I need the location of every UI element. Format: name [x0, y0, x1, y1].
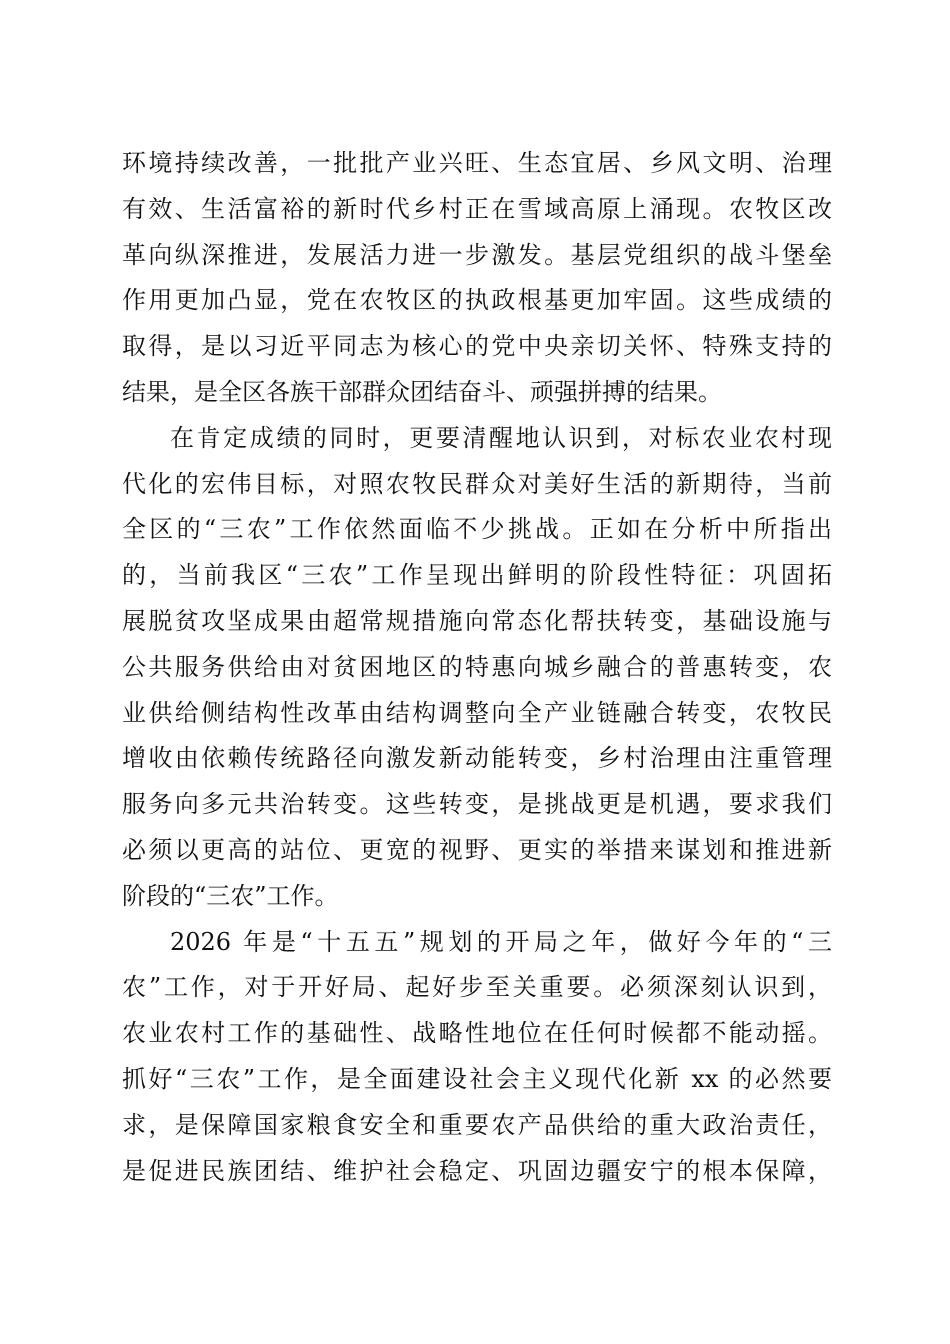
text-line: 增收由依赖传统路径向激发新动能转变，乡村治理由注重管理 — [122, 744, 832, 773]
text-line: 公共服务供给由对贫困地区的特惠向城乡融合的普惠转变，农 — [122, 652, 832, 681]
text-line: 服务向多元共治转变。这些转变，是挑战更是机遇，要求我们 — [122, 790, 832, 819]
text-line: 2026 年是“十五五”规划的开局之年，做好今年的“三 — [170, 927, 832, 956]
body-text — [122, 141, 832, 1194]
text-line: 代化的宏伟目标，对照农牧民群众对美好生活的新期待，当前 — [122, 469, 832, 498]
text-line: 农业农村工作的基础性、战略性地位在任何时候都不能动摇。 — [122, 1019, 832, 1048]
text-line: 是促进民族团结、维护社会稳定、巩固边疆安宁的根本保障， — [122, 1156, 832, 1185]
text-line: 农”工作，对于开好局、起好步至关重要。必须深刻认识到， — [122, 973, 832, 1002]
text-line: 环境持续改善，一批批产业兴旺、生态宜居、乡风文明、治理 — [122, 149, 832, 177]
text-line: 阶段的“三农”工作。 — [122, 881, 339, 910]
text-line: 有效、生活富裕的新时代乡村正在雪域高原上涌现。农牧区改 — [122, 194, 832, 223]
text-line: 取得，是以习近平同志为核心的党中央亲切关怀、特殊支持的 — [122, 332, 832, 361]
text-line: 抓好“三农”工作，是全面建设社会主义现代化新 xx 的必然要 — [122, 1064, 832, 1093]
text-line: 革向纵深推进，发展活力进一步激发。基层党组织的战斗堡垒 — [122, 240, 832, 269]
text-line: 业供给侧结构性改革由结构调整向全产业链融合转变，农牧民 — [122, 698, 832, 727]
text-line: 结果，是全区各族干部群众团结奋斗、顽强拼搏的结果。 — [122, 377, 722, 406]
text-line: 求，是保障国家粮食安全和重要农产品供给的重大政治责任， — [122, 1110, 832, 1139]
text-line: 展脱贫攻坚成果由超常规措施向常态化帮扶转变，基础设施与 — [122, 606, 832, 635]
text-line: 必须以更高的站位、更宽的视野、更实的举措来谋划和推进新 — [122, 835, 832, 864]
text-line: 在肯定成绩的同时，更要清醒地认识到，对标农业农村现 — [170, 423, 832, 452]
text-line: 全区的“三农”工作依然面临不少挑战。正如在分析中所指出 — [122, 515, 832, 544]
text-line: 作用更加凸显，党在农牧区的执政根基更加牢固。这些成绩的 — [122, 286, 832, 315]
text-line: 的，当前我区“三农”工作呈现出鲜明的阶段性特征：巩固拓 — [122, 561, 832, 590]
